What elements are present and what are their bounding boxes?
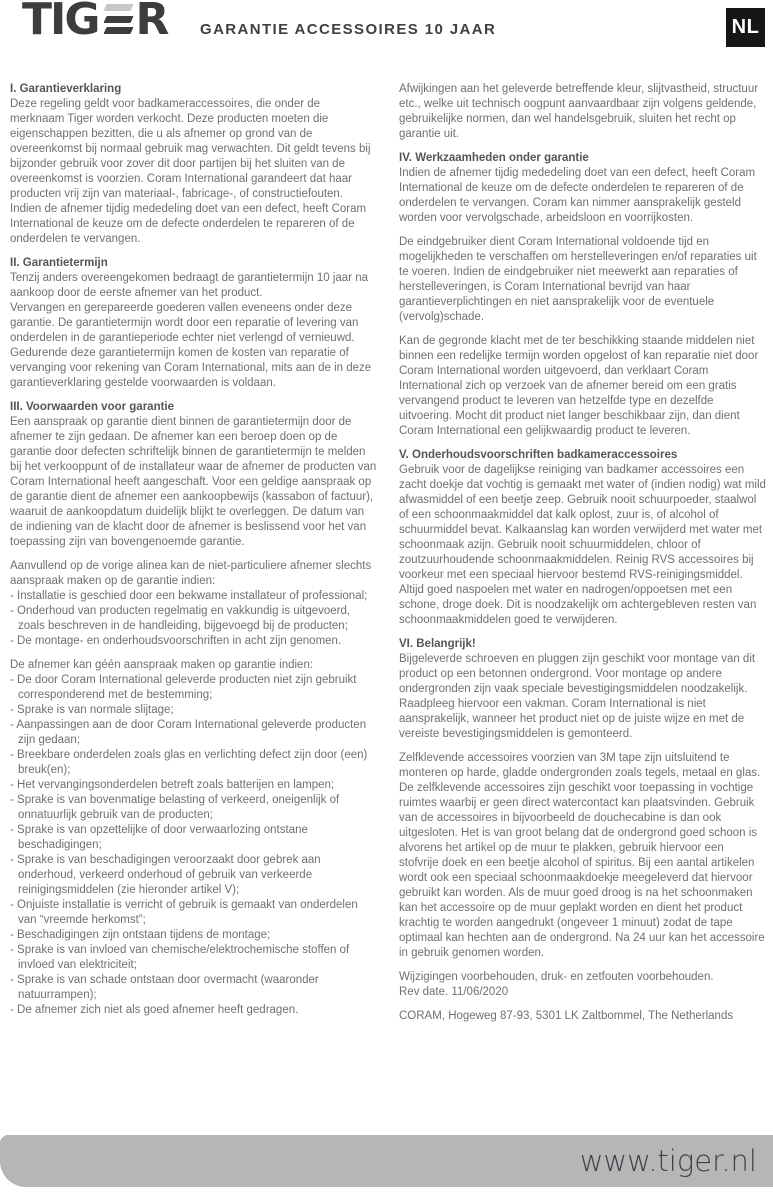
paragraph: Afwijkingen aan het geleverde betreffende kleur, slijtvastheid, structuur etc., welke uit technisch oogpunt aanvaardbaar zijn volgens geldende, gebruikelijke normen, dan wel handelsgebruik, sluiten het recht op garantie uit. — [399, 83, 759, 140]
website-link[interactable]: www.tiger.nl — [579, 1144, 757, 1178]
list-item: - De door Coram International geleverde producten niet zijn gebruikt corresponderend met de bestemming; — [10, 673, 377, 703]
section-geen-aanspraak — [10, 658, 377, 1018]
logo-bar-middle — [103, 16, 133, 23]
section-heading: I. Garantieverklaring — [10, 83, 122, 95]
list-item: - Sprake is van beschadigingen veroorzaakt door gebrek aan onderhoud, verkeerd onderhoud of gebruik van verkeerde reinigingsmiddelen (zie hieronder artikel V); — [10, 853, 377, 898]
column-left — [10, 82, 377, 1033]
list-item: - Sprake is van bovenmatige belasting of verkeerd, oneigenlijk of onnatuurlijk gebruik van de producten; — [10, 793, 377, 823]
paragraph: Gebruik voor de dagelijkse reiniging van badkamer accessoires een zacht doekje dat vochtig is gemaakt met water of (indien nodig) wat mild afwasmiddel of een beetje zeep. Gebruik nooit schuurpoeder, staalwol of een schoonmaakmiddel dat kalk oplost, zuur is, of alcohol of schuurmiddel bevat. Kalkaanslag kan worden verwijderd met water met schoonmaak azijn. Gebruik nooit schuurmiddelen, chloor of zoutzuurhoudende schoonmaakmiddelen. Reinig RVS accessoires bij voorkeur met een speciaal hiervoor bestemd RVS-reinigingsmiddel. Altijd goed naspoelen met water en nadrogen/oppoetsen met een schone, droge doek. Dit is noodzakelijk om achtergebleven resten van schoonmaakmiddelen goed te verwijderen. — [399, 464, 766, 626]
list-item: - Sprake is van schade ontstaan door overmacht (waaronder natuurrampen); — [10, 973, 377, 1003]
section-belangrijk — [399, 637, 766, 742]
logo-bar-bottom — [103, 27, 133, 34]
bullet-list — [10, 589, 377, 649]
section-aanvullend — [10, 559, 377, 649]
paragraph: Tenzij anders overeengekomen bedraagt de garantietermijn 10 jaar na aankoop door de eerste afnemer van het product. — [10, 272, 369, 299]
list-item: - De afnemer zich niet als goed afnemer heeft gedragen. — [10, 1003, 377, 1018]
section-heading: V. Onderhoudsvoorschriften badkameraccessoires — [399, 449, 678, 461]
page-title: GARANTIE ACCESSOIRES 10 JAAR — [200, 21, 497, 38]
logo-bar-top — [103, 4, 133, 11]
paragraph: Zelfklevende accessoires voorzien van 3M tape zijn uitsluitend te monteren op harde, gladde ondergronden zoals tegels, metaal en glas. De zelfklevende accessoires zijn geschikt voor toepassing in vochtige ruimtes waarbij er geen direct watercontact kan plaatsvinden. Gebruik van de accessoires in bijvoorbeeld de douchecabine is dan ook uitgesloten. Het is van groot belang dat de ondergrond goed schoon is alvorens het artikel op de muur te plakken, gebruik hiervoor een stofvrije doek en een beetje alcohol of spiritus. Bij een aantal artikelen wordt ook een speciaal schoonmaakdoekje meegeleverd dat hiervoor gebruikt kan worden. Als de muur goed droog is na het schoonmaken kan het accessoire op de muur geplakt worden en dient het product krachtig te worden aangedrukt (ongeveer 1 minuut) zodat de tape optimaal kan hechten aan de ondergrond. Na 24 uur kan het accessoire in gebruik genomen worden. — [399, 752, 765, 959]
section-werkzaamheden — [399, 151, 766, 226]
list-item: - Sprake is van invloed van chemische/elektrochemische stoffen of invloed van elektriciteit; — [10, 943, 377, 973]
section-voorwaarden — [10, 400, 377, 550]
list-item: - Onderhoud van producten regelmatig en vakkundig is uitgevoerd, zoals beschreven in de handleiding, bijgevoegd bij de producten; — [10, 604, 377, 634]
section-heading: II. Garantietermijn — [10, 257, 108, 269]
list-intro: De afnemer kan géén aanspraak maken op garantie indien: — [10, 659, 314, 671]
list-item: - Breekbare onderdelen zoals glas en verlichting defect zijn door (een) breuk(en); — [10, 748, 377, 778]
list-item: - Installatie is geschied door een bekwame installateur of professional; — [10, 589, 377, 604]
section-zelfklevend — [399, 751, 766, 961]
document-body — [10, 82, 766, 1033]
language-badge: NL — [726, 8, 765, 47]
paragraph: Kan de gegronde klacht met de ter beschikking staande middelen niet binnen een redelijke termijn worden opgelost of kan reparatie niet door Coram International worden uitgevoerd, dan verklaart Coram International zich op verzoek van de afnemer bereid om een gratis vervangend product te leveren van hetzelfde type en dezelfde uitvoering. Mocht dit product niet langer beschikbaar zijn, dan dient Coram International een gelijkwaardig product te leveren. — [399, 335, 759, 437]
section-garantietermijn — [10, 256, 377, 391]
tiger-logo — [22, 0, 168, 45]
footer-bar — [0, 1135, 773, 1187]
address-line: CORAM, Hogeweg 87-93, 5301 LK Zaltbommel, The Netherlands — [399, 1010, 734, 1022]
section-afwijkingen — [399, 82, 766, 142]
section-garantieverklaring — [10, 82, 377, 247]
bullet-list — [10, 673, 377, 1018]
revision-date: Rev date. 11/06/2020 — [399, 986, 509, 998]
paragraph: Deze regeling geldt voor badkameraccessoires, die onder de merknaam Tiger worden verkocht. Deze producten moeten die eigenschappen bezitten, die u als afnemer op grond van de overeenkomst bij normaal gebruik mag verwachten. Dit geldt tevens bij bijzonder gebruik voor zover dit door partijen bij het sluiten van de overeenkomst is voorzien. Coram International garandeert dat haar producten vrij zijn van materiaal-, fabricage-, of constructiefouten. Indien de afnemer tijdig mededeling doet van een defect, heeft Coram International de keuze om de defecte onderdelen te repareren of de onderdelen te vervangen. — [10, 98, 371, 245]
paragraph: Een aanspraak op garantie dient binnen de garantietermijn door de afnemer te zijn gedaan. De afnemer kan een beroep doen op de garantie door defecten schriftelijk binnen de garantietermijn te melden bij het verkooppunt of de installateur waar de afnemer de producten van Coram International heeft aangeschaft. Voor een geldige aanspraak op de garantie dient de afnemer een aankoopbewijs (kassabon of factuur), waaruit de aankoopdatum duidelijk blijkt te overleggen. De datum van de indiening van de klacht door de afnemer is beslissend voor het van toepassing zijn van bovengenoemde garantie. — [10, 416, 377, 548]
revision-notice — [399, 970, 766, 1000]
logo-e-bars-icon — [105, 4, 132, 34]
notice-line: Wijzigingen voorbehouden, druk- en zetfouten voorbehouden. — [399, 971, 714, 983]
section-heading: IV. Werkzaamheden onder garantie — [399, 152, 589, 164]
paragraph: Gedurende deze garantietermijn komen de kosten van reparatie of vervanging voor rekening van Coram International, mits aan de in deze garantieverklaring gestelde voorwaarden is voldaan. — [10, 347, 372, 389]
list-item: - De montage- en onderhoudsvoorschriften in acht zijn genomen. — [10, 634, 377, 649]
company-address — [399, 1009, 766, 1024]
list-item: - Beschadigingen zijn ontstaan tijdens de montage; — [10, 928, 377, 943]
section-werkzaamheden-p2 — [399, 235, 766, 325]
paragraph: Bijgeleverde schroeven en pluggen zijn geschikt voor montage van dit product op een betonnen ondergrond. Voor montage op andere ondergronden zijn vaak speciale bevestigingsmiddelen noodzakelijk. Raadpleeg hiervoor een vakman. Coram International is niet aansprakelijk, wanneer het product niet op de juiste wijze en met de vereiste bevestigingsmiddelen is gemonteerd. — [399, 653, 756, 740]
list-item: - Het vervangingsonderdelen betreft zoals batterijen en lampen; — [10, 778, 377, 793]
section-heading: III. Voorwaarden voor garantie — [10, 401, 175, 413]
column-right — [399, 82, 766, 1033]
paragraph: Indien de afnemer tijdig mededeling doet van een defect, heeft Coram International de keuze om de defecte onderdelen te repareren of de onderdelen te vervangen. Coram kan nimmer aansprakelijk gesteld worden voor vervolgschade, arbeidsloon en voorrijkosten. — [399, 167, 756, 224]
section-heading: VI. Belangrijk! — [399, 638, 476, 650]
list-intro: Aanvullend op de vorige alinea kan de niet-particuliere afnemer slechts aanspraak maken op de garantie indien: — [10, 560, 372, 587]
list-item: - Sprake is van opzettelijke of door verwaarlozing ontstane beschadigingen; — [10, 823, 377, 853]
logo-text-r: R — [135, 0, 168, 45]
list-item: - Aanpassingen aan de door Coram International geleverde producten zijn gedaan; — [10, 718, 377, 748]
list-item: - Onjuiste installatie is verricht of gebruik is gemaakt van onderdelen van “vreemde herkomst”; — [10, 898, 377, 928]
document-header — [0, 0, 773, 62]
paragraph: Vervangen en gerepareerde goederen vallen eveneens onder deze garantie. De garantietermijn wordt door een reparatie of levering van onderdelen in de garantieperiode echter niet verlengd of vernieuwd. — [10, 302, 359, 344]
section-werkzaamheden-p3 — [399, 334, 766, 439]
paragraph: De eindgebruiker dient Coram International voldoende tijd en mogelijkheden te verschaffen om herstelleveringen en/of reparaties uit te voeren. Indien de eindgebruiker niet meewerkt aan reparaties of herstelleveringen, is Coram International bevrijd van haar garantieverplichtingen en niet aansprakelijk voor de eventuele (vervolg)schade. — [399, 236, 757, 323]
section-onderhoudsvoorschriften — [399, 448, 766, 628]
logo-text-tig: TIG — [22, 0, 99, 45]
list-item: - Sprake is van normale slijtage; — [10, 703, 377, 718]
